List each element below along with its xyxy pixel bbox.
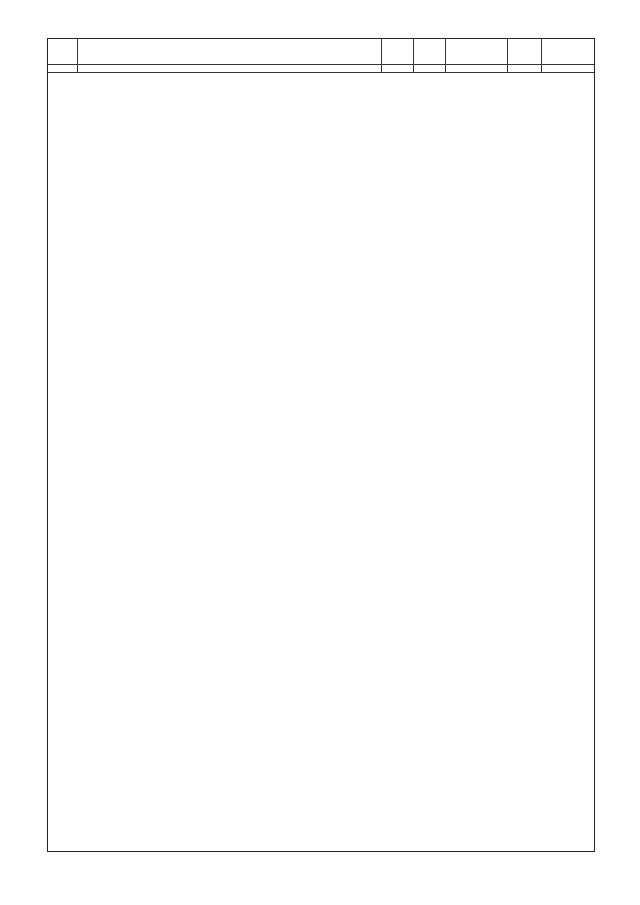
header-num [48, 39, 77, 64]
budget-table [47, 38, 595, 852]
header-sum [541, 39, 594, 64]
index-num [48, 65, 77, 72]
index-vid [507, 65, 541, 72]
header-razdel [381, 39, 413, 64]
index-article [445, 65, 507, 72]
index-name [77, 65, 381, 72]
index-sum [541, 65, 594, 72]
header-vid [507, 39, 541, 64]
index-razdel [381, 65, 413, 72]
table-index-row [48, 65, 594, 73]
header-article [445, 39, 507, 64]
header-name [77, 39, 381, 64]
header-podrazdel [413, 39, 445, 64]
table-header-row [48, 39, 594, 65]
index-podrazdel [413, 65, 445, 72]
